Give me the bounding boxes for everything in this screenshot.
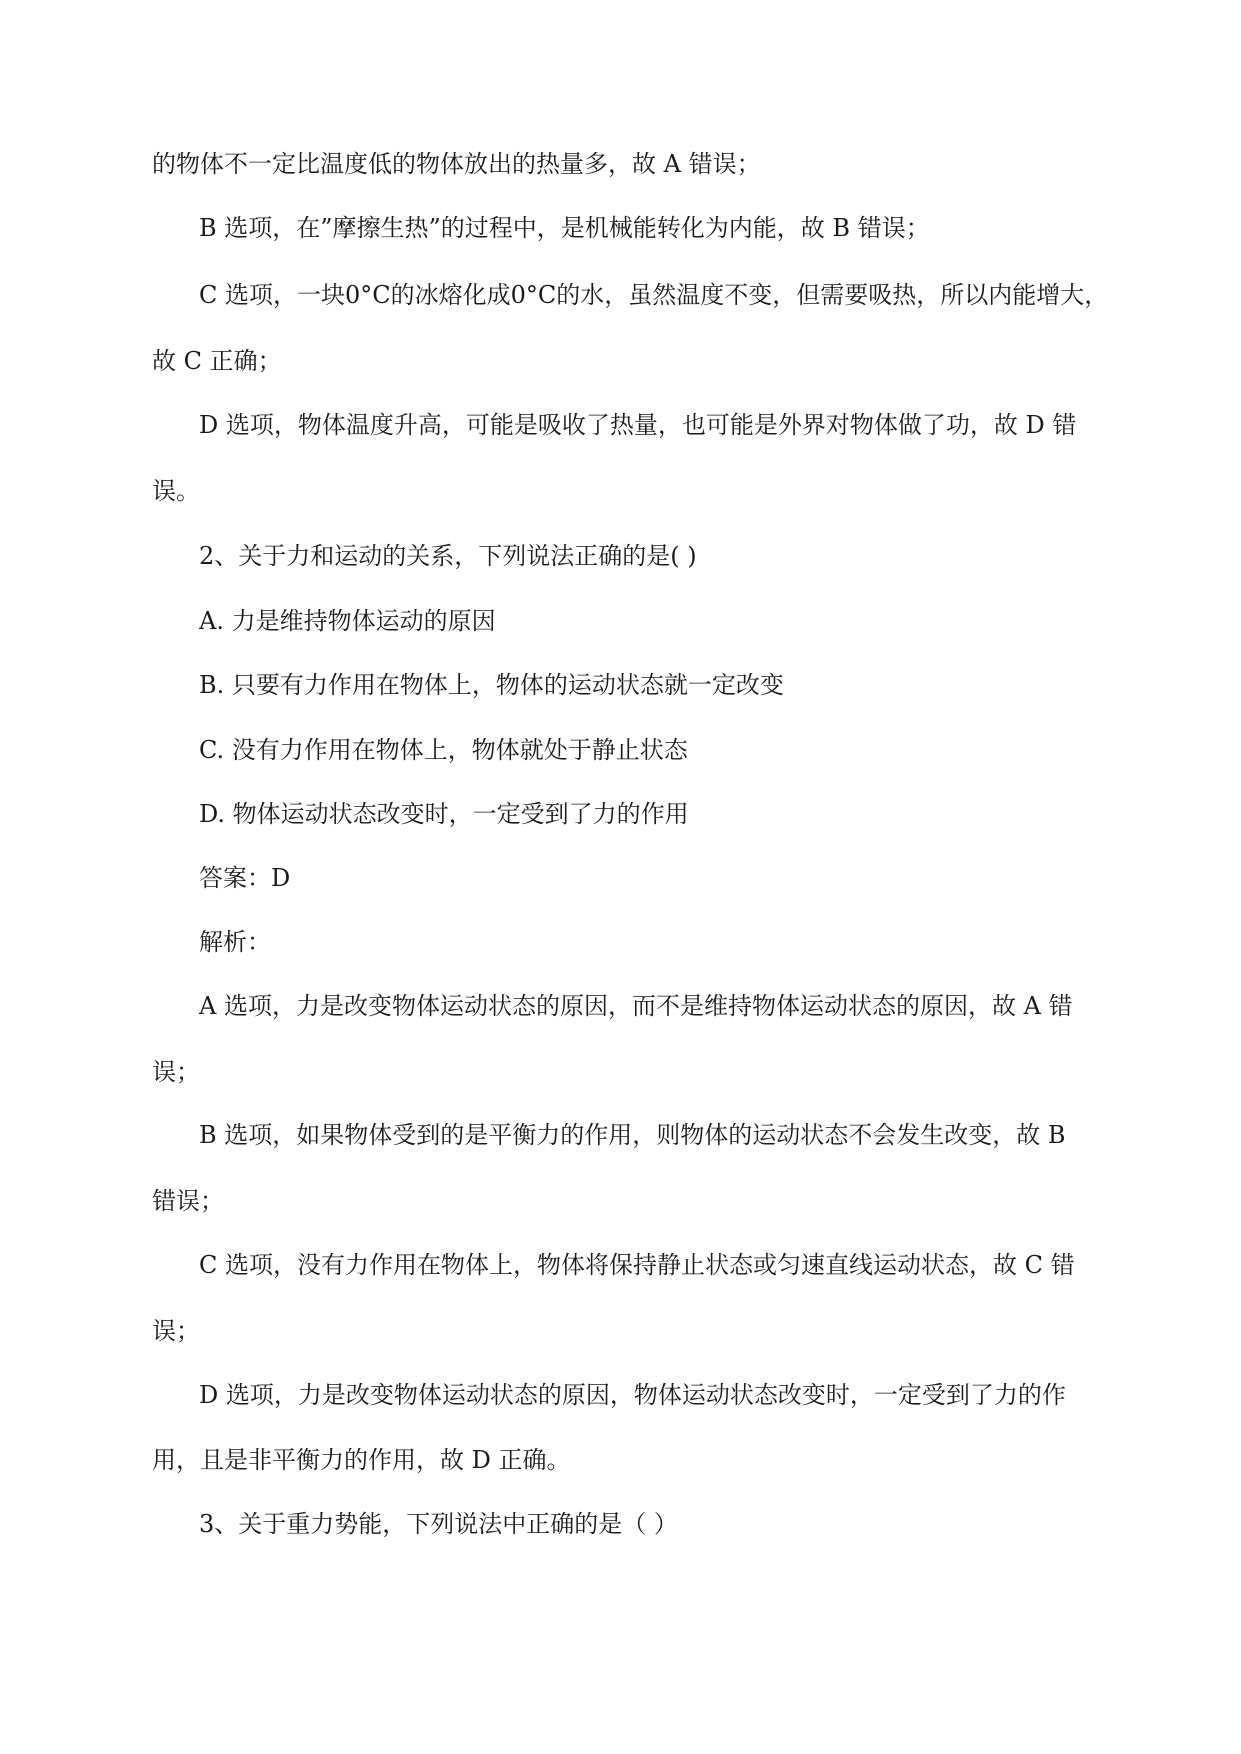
text-line: 错误； — [152, 1187, 224, 1215]
text-line: D 选项，物体温度升高，可能是吸收了热量，也可能是外界对物体做了功，故 D 错 — [199, 411, 1077, 439]
text-line: 的物体不一定比温度低的物体放出的热量多，故 A 错误； — [152, 150, 761, 178]
option-c: C. 没有力作用在物体上，物体就处于静止状态 — [199, 736, 688, 764]
question-heading: 2、关于力和运动的关系，下列说法正确的是( ) — [199, 542, 697, 570]
text-line: 故 C 正确； — [152, 347, 282, 375]
text-line: C 选项，没有力作用在物体上，物体将保持静止状态或匀速直线运动状态，故 C 错 — [199, 1251, 1075, 1279]
question-heading: 3、关于重力势能，下列说法中正确的是（ ） — [199, 1510, 678, 1538]
option-a: A. 力是维持物体运动的原因 — [199, 607, 496, 635]
text-line: C 选项，一块0°C的冰熔化成0°C的水，虽然温度不变，但需要吸热，所以内能增大， — [199, 281, 1109, 309]
text-line: B 选项，在”摩擦生热”的过程中，是机械能转化为内能，故 B 错误； — [199, 214, 930, 242]
answer-line: 答案：D — [199, 864, 291, 892]
text-line: 误； — [152, 1317, 200, 1345]
text-line: 误； — [152, 1058, 200, 1086]
text-line: A 选项，力是改变物体运动状态的原因，而不是维持物体运动状态的原因，故 A 错 — [199, 992, 1073, 1020]
text-line: D 选项，力是改变物体运动状态的原因，物体运动状态改变时，一定受到了力的作 — [199, 1381, 1066, 1409]
option-b: B. 只要有力作用在物体上，物体的运动状态就一定改变 — [199, 671, 784, 699]
analysis-heading: 解析： — [199, 928, 271, 956]
option-d: D. 物体运动状态改变时，一定受到了力的作用 — [199, 800, 689, 828]
text-line: B 选项，如果物体受到的是平衡力的作用，则物体的运动状态不会发生改变，故 B — [199, 1121, 1066, 1149]
text-line: 用，且是非平衡力的作用，故 D 正确。 — [152, 1446, 571, 1474]
text-line: 误。 — [152, 477, 200, 505]
